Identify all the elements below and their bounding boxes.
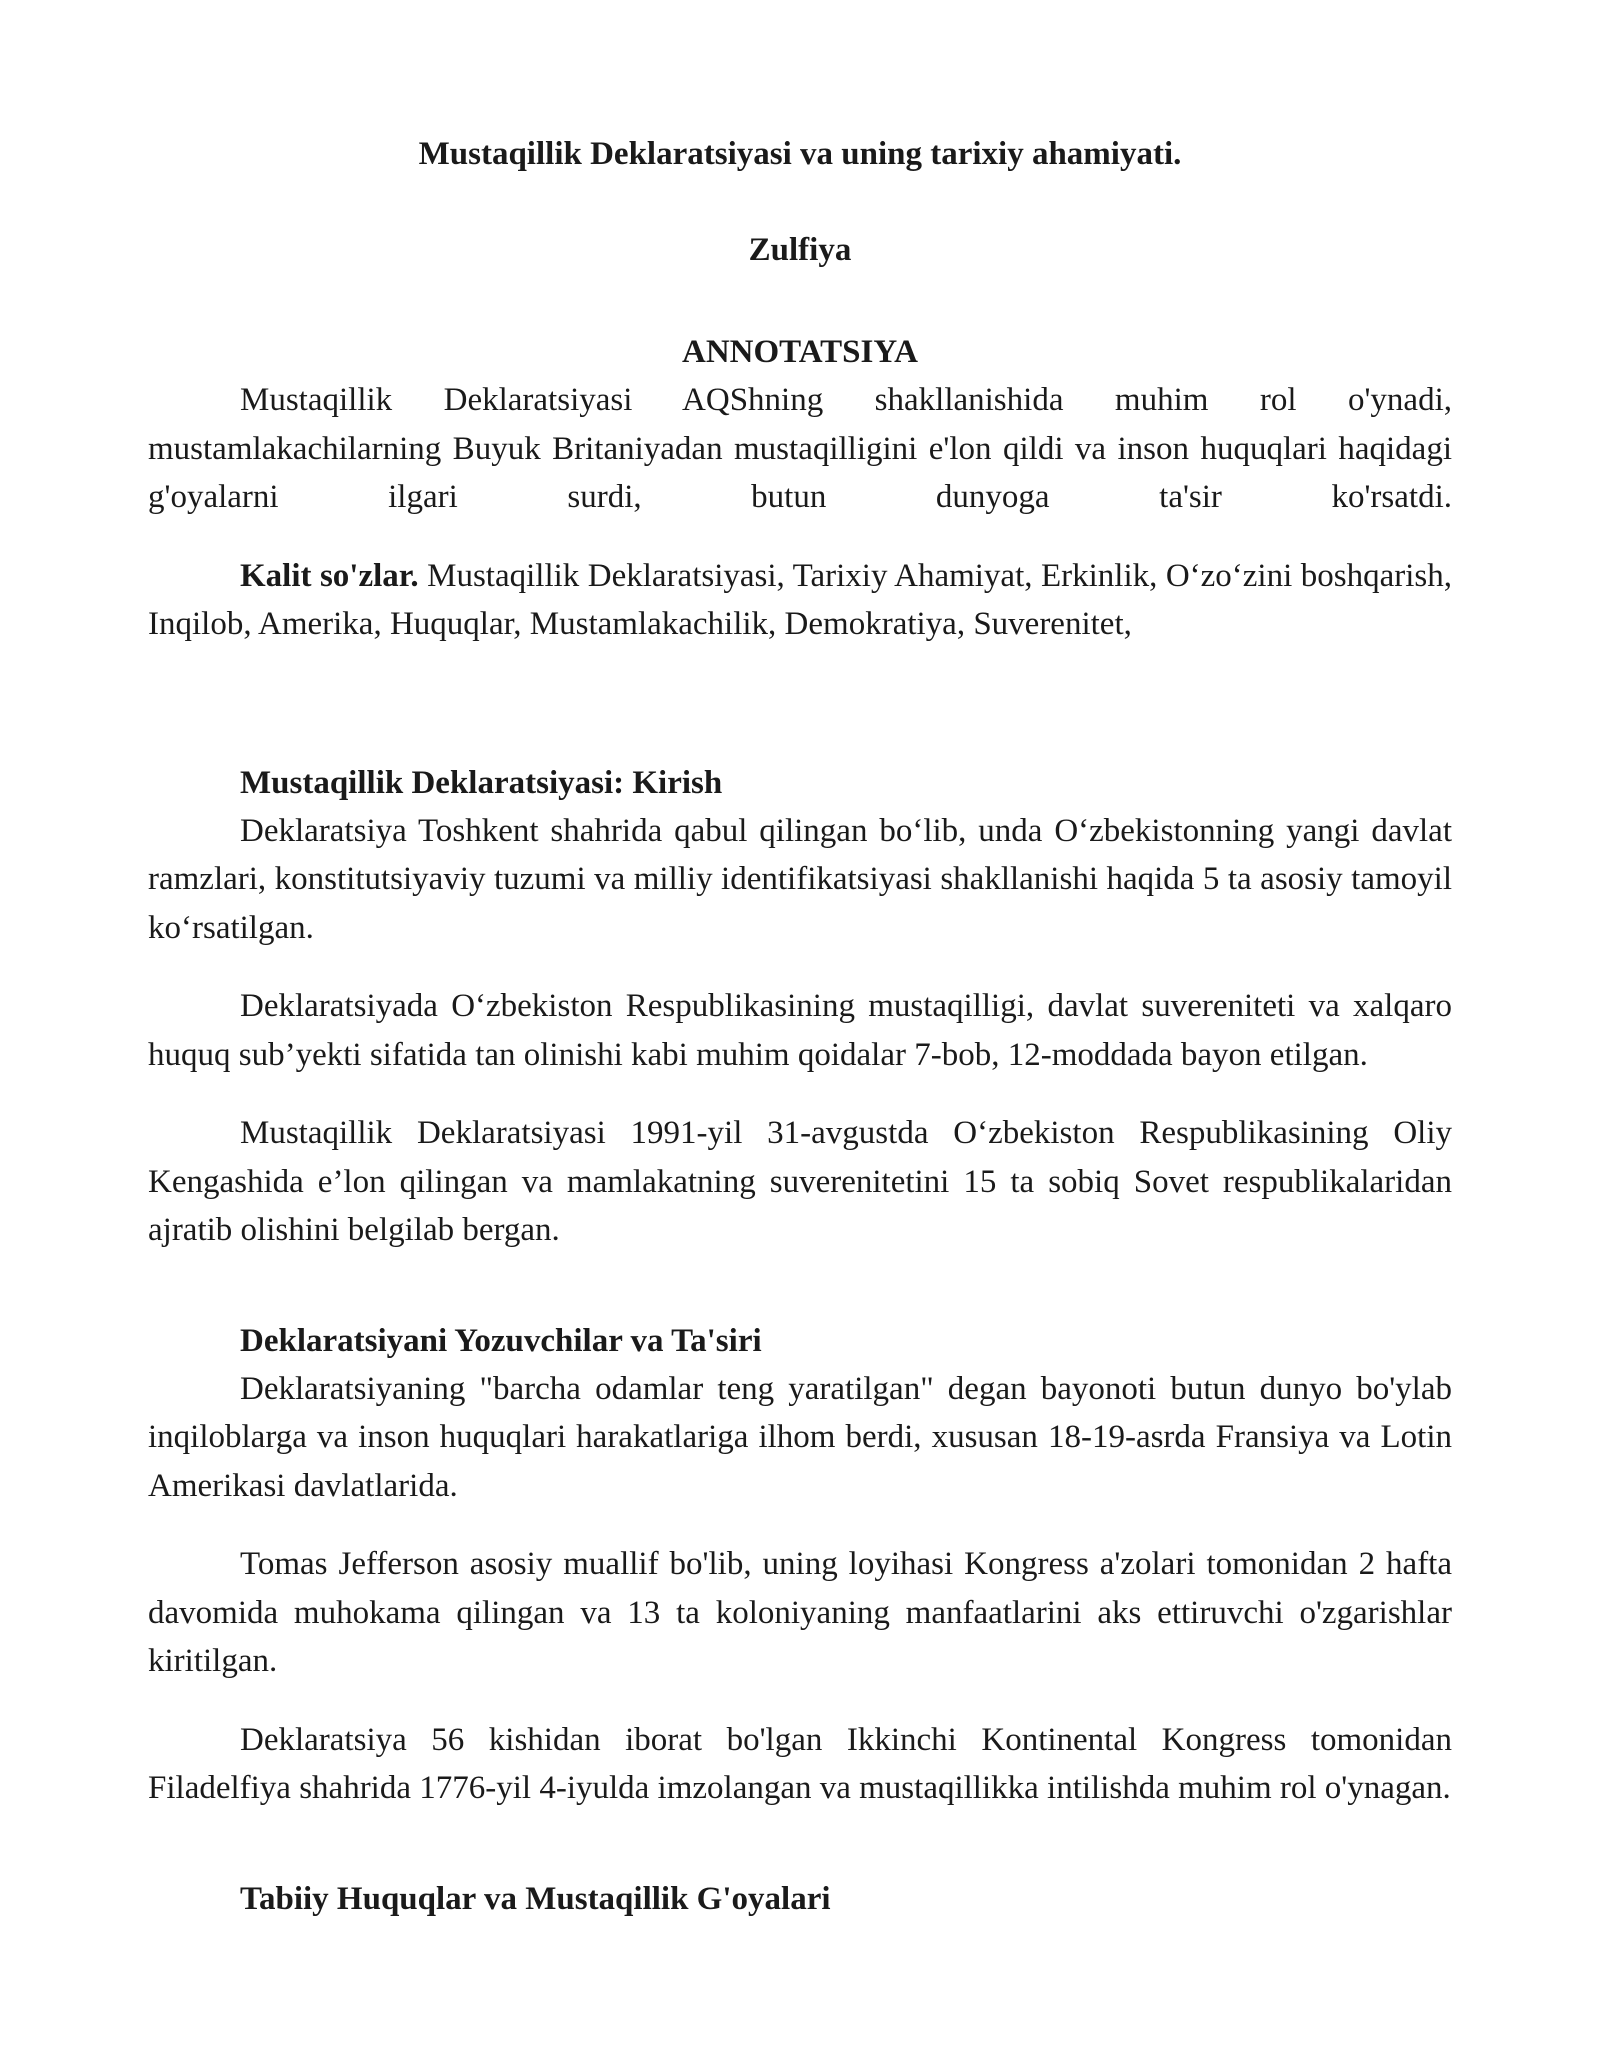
annotation-paragraph: Mustaqillik Deklaratsiyasi AQShning shakllanishida muhim rol o'ynadi, mustamlakachilarning Buyuk Britaniyadan mustaqilligini e'lon qildi va inson huquqlari haqidagi g'oyalarni ilgari surdi, butun dunyoga ta'sir ko'rsatdi. [148, 382, 1452, 515]
annotation-heading: ANNOTATSIYA [682, 334, 918, 370]
section-heading-natural-rights: Tabiiy Huquqlar va Mustaqillik G'oyalari [240, 1880, 831, 1917]
section-paragraph: Deklaratsiya 56 kishidan iborat bo'lgan Ikkinchi Kontinental Kongress tomonidan Filadelfiya shahrida 1776-yil 4-iyulda imzolangan va mustaqillikka intilishda muhim rol o'ynagan. [148, 1721, 1452, 1806]
section-paragraph: Deklaratsiyada O‘zbekiston Respublikasining mustaqilligi, davlat suvereniteti va xalqaro huquq sub’yekti sifatida tan olinishi kabi muhim qoidalar 7-bob, 12-moddada bayon etilgan. [148, 988, 1452, 1073]
keywords-label: Kalit so'zlar. [240, 557, 419, 594]
keywords-list: Mustaqillik Deklaratsiyasi, Tarixiy Ahamiyat, Erkinlik, O‘zo‘zini boshqarish, Inqilob, Amerika, Huquqlar, Mustamlakachilik, Demokratiya, Suverenitet, [148, 557, 1452, 642]
section-heading-authors-impact: Deklaratsiyani Yozuvchilar va Ta'siri [240, 1322, 762, 1359]
section-heading-introduction: Mustaqillik Deklaratsiyasi: Kirish [240, 764, 723, 801]
document-title: Mustaqillik Deklaratsiyasi va uning tarixiy ahamiyati. [418, 136, 1182, 172]
section-paragraph: Deklaratsiyaning "barcha odamlar teng yaratilgan" degan bayonoti butun dunyo bo'ylab inqiloblarga va inson huquqlari harakatlariga ilhom berdi, xususan 18-19-asrda Fransiya va Lotin Amerikasi davlatlarida. [148, 1370, 1452, 1504]
section-paragraph: Tomas Jefferson asosiy muallif bo'lib, uning loyihasi Kongress a'zolari tomonidan 2 hafta davomida muhokama qilingan va 13 ta koloniyaning manfaatlarini aks ettiruvchi o'zgarishlar kiritilgan. [148, 1546, 1452, 1679]
keywords-paragraph [148, 552, 1452, 649]
section-paragraph: Deklaratsiya Toshkent shahrida qabul qilingan bo‘lib, unda O‘zbekistonning yangi davlat ramzlari, konstitutsiyaviy tuzumi va milliy identifikatsiyasi shakllanishi haqida 5 ta asosiy tamoyil ko‘rsatilgan. [148, 812, 1452, 946]
section-paragraph: Mustaqillik Deklaratsiyasi 1991-yil 31-avgustda O‘zbekiston Respublikasining Oliy Kengashida e’lon qilingan va mamlakatning suverenitetini 15 ta sobiq Sovet respublikalaridan ajratib olishini belgilab bergan. [148, 1115, 1452, 1248]
author-name: Zulfiya [748, 232, 852, 268]
